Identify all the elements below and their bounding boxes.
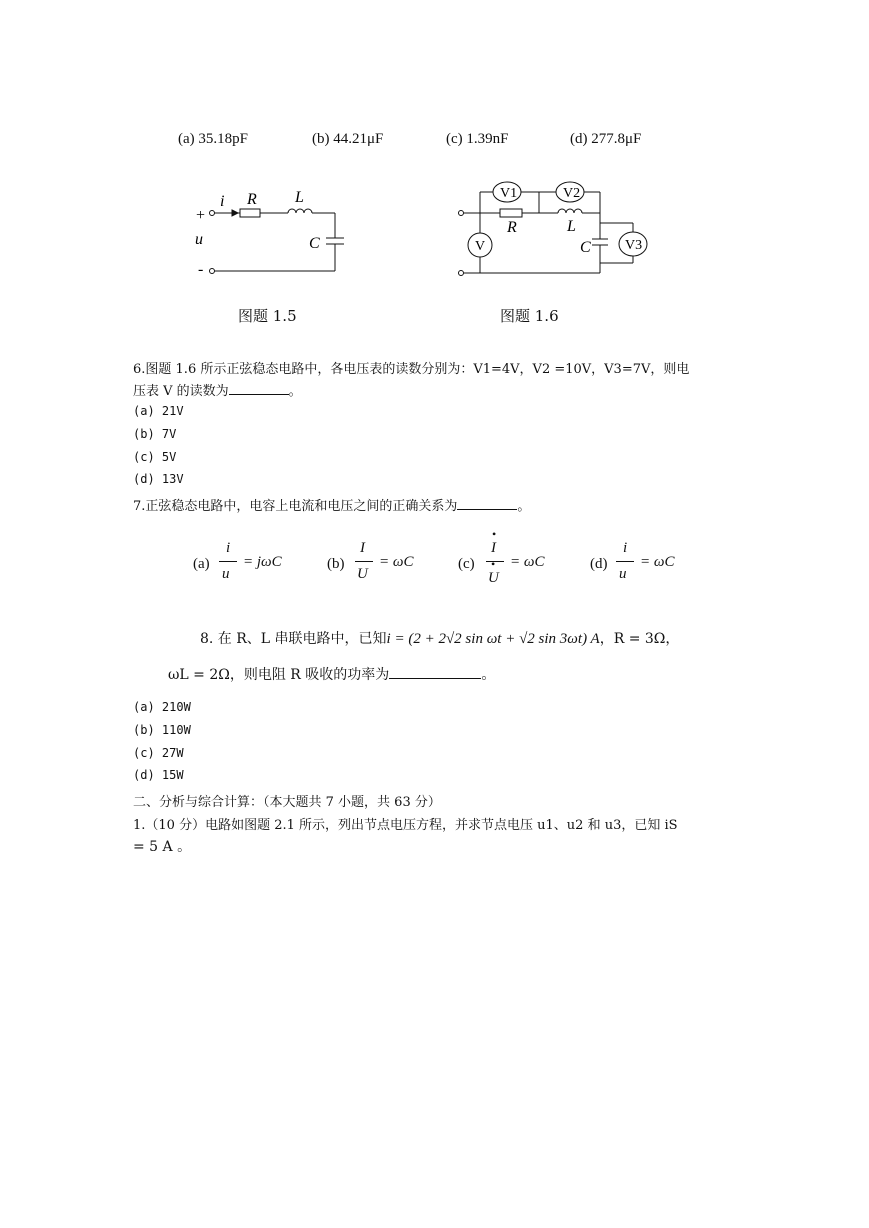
q7-option-c-label: (c) [458, 556, 475, 572]
q7-option-c-numerator: I [491, 540, 496, 556]
q7-option-d-numerator: i [623, 540, 628, 556]
q6-stem-line1: 6.图题 1.6 所示正弦稳态电路中，各电压表的读数分别为：V1=4V，V2 =10V，V3=7V，则电 [133, 362, 690, 377]
q7-option-d-label: (d) [590, 556, 608, 572]
q5-option-c: (c) 1.39nF [446, 131, 509, 147]
q6-answer-blank[interactable] [229, 381, 289, 395]
q8-stem-line2-prefix: ωL = 2Ω，则电阻 R 吸收的功率为 [168, 667, 390, 683]
fig15-r-label: R [247, 191, 257, 208]
q5-option-a: (a) 35.18pF [178, 131, 248, 147]
q7-option-d-fraction-bar [616, 561, 634, 562]
fig15-u-label: u [195, 231, 203, 248]
q7-option-a-rhs: = jωC [243, 554, 282, 570]
q8-stem-params: ，R = 3Ω， [599, 631, 680, 647]
q7-option-a-denominator: u [222, 566, 230, 582]
q6-option-b: (b) 7V [133, 427, 177, 441]
q7-stem-suffix: 。 [517, 499, 531, 514]
q7-option-b-numerator: I [360, 540, 365, 556]
q7-option-c-phasor-dot-top: • [492, 527, 497, 541]
q7-option-a-fraction-bar [219, 561, 237, 562]
fig15-c-label: C [309, 235, 320, 252]
q6-option-a: (a) 21V [133, 404, 184, 418]
fig16-v3-label: V3 [625, 238, 643, 253]
q7-stem-prefix: 7.正弦稳态电路中，电容上电流和电压之间的正确关系为 [133, 499, 458, 514]
q8-stem-line2-suffix: 。 [481, 667, 496, 683]
q6-stem-line2 [133, 380, 302, 399]
q7-option-b-denominator: U [357, 566, 368, 582]
q6-stem-suffix: 。 [288, 384, 302, 399]
q7-option-b-rhs: = ωC [379, 554, 414, 570]
q8-stem-prefix: 8. 在 R、L 串联电路中，已知 [200, 631, 387, 647]
fig16-v2-label: V2 [563, 186, 581, 201]
fig16-l-label: L [567, 218, 576, 235]
q6-option-d: (d) 13V [133, 472, 184, 486]
q8-option-d: (d) 15W [133, 768, 184, 782]
section2-heading: 二、分析与综合计算：（本大题共 7 小题，共 63 分） [133, 795, 441, 810]
fig16-v1-label: V1 [500, 186, 518, 201]
figure-1-5-circuit [190, 182, 360, 282]
q8-stem-line2 [168, 664, 495, 684]
q7-option-c-phasor-dot-bottom: • [491, 557, 496, 571]
figure-1-6-circuit [450, 175, 670, 285]
q7-option-b-label: (b) [327, 556, 345, 572]
q7-option-a-numerator: i [226, 540, 231, 556]
fig15-i-label: i [220, 193, 225, 210]
fig16-v-label: V [475, 239, 486, 254]
q7-option-b-fraction-bar [355, 561, 373, 562]
q6-option-c: (c) 5V [133, 450, 177, 464]
fig15-caption: 图题 1.5 [238, 307, 297, 325]
fig15-plus-label: + [196, 207, 206, 224]
fig16-caption: 图题 1.6 [500, 307, 559, 325]
fig15-l-label: L [295, 189, 304, 206]
fig15-minus-label: - [198, 261, 204, 278]
section2-q1-line1: 1.（10 分）电路如图题 2.1 所示，列出节点电压方程，并求节点电压 u1、u2 和 u3，已知 iS [133, 818, 678, 833]
q8-option-c: (c) 27W [133, 746, 184, 760]
q7-option-d-denominator: u [619, 566, 627, 582]
q7-option-c-denominator: U [488, 570, 499, 586]
q7-option-c-rhs: = ωC [510, 554, 545, 570]
q7-stem [133, 495, 530, 514]
q5-option-b: (b) 44.21μF [312, 131, 384, 147]
q5-option-d: (d) 277.8μF [570, 131, 642, 147]
q7-option-a-label: (a) [193, 556, 210, 572]
q7-option-d-rhs: = ωC [640, 554, 675, 570]
q8-option-b: (b) 110W [133, 723, 191, 737]
q8-current-formula: i = (2 + 2√2 sin ωt + √2 sin 3ωt) A [386, 631, 600, 647]
q8-answer-blank[interactable] [389, 665, 481, 679]
q8-option-a: (a) 210W [133, 700, 191, 714]
q8-stem-line1 [200, 628, 679, 648]
q6-stem-prefix: 压表 V 的读数为 [133, 384, 229, 399]
section2-q1-line2: = 5 A 。 [133, 839, 192, 855]
q7-answer-blank[interactable] [457, 496, 517, 510]
fig16-r-label: R [507, 219, 517, 236]
fig16-c-label: C [580, 239, 591, 256]
